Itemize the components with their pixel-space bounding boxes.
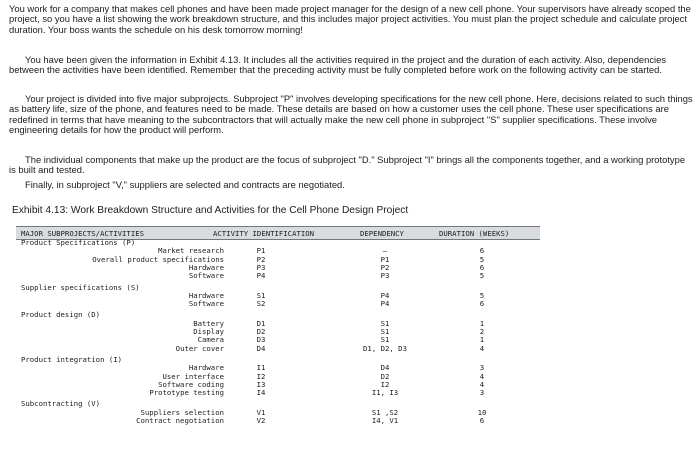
activity-dependency: I1, I3 — [371, 388, 399, 398]
activity-name: Software — [188, 271, 224, 281]
activity-dependency: — — [382, 246, 388, 256]
exhibit-title: Exhibit 4.13: Work Breakdown Structure and Activities for the Cell Phone Design Project — [12, 205, 409, 216]
activity-name: Prototype testing — [149, 388, 224, 398]
activity-dependency: P2 — [380, 262, 390, 272]
activity-id: S2 — [256, 299, 266, 309]
activity-dependency: P1 — [380, 254, 390, 264]
activity-duration: 6 — [479, 262, 485, 272]
activity-dependency: S1 ,S2 — [371, 407, 399, 417]
activity-duration: 6 — [479, 416, 485, 425]
activity-dependency: I4, V1 — [371, 416, 399, 425]
activity-name: Hardware — [188, 363, 224, 373]
header-activity-id: ACTIVITY IDENTIFICATION — [213, 229, 315, 238]
subproject-heading: Product Specifications (P) — [21, 238, 136, 247]
activity-id: I2 — [256, 371, 266, 381]
activity-name: Hardware — [188, 290, 224, 300]
activity-name: Camera — [197, 335, 224, 345]
subproject-heading: Product design (D) — [21, 310, 101, 320]
activity-duration: 1 — [479, 318, 485, 328]
activity-duration: 4 — [479, 379, 485, 389]
subproject-heading: Subcontracting (V) — [21, 399, 101, 409]
activity-id: P3 — [256, 262, 266, 272]
activity-duration: 5 — [479, 254, 485, 264]
activity-dependency: P3 — [380, 271, 390, 281]
activity-id: P4 — [256, 271, 266, 281]
activity-name: Battery — [193, 318, 224, 328]
activity-id: P2 — [256, 254, 266, 264]
activity-duration: 6 — [479, 299, 485, 309]
activity-id: I4 — [256, 388, 266, 398]
activity-id: D2 — [256, 327, 266, 336]
activity-duration: 3 — [479, 363, 485, 373]
activity-dependency: S1 — [380, 335, 390, 345]
activity-dependency: D2 — [380, 371, 390, 381]
intro-paragraph-4: The individual components that make up the product are the focus of subproject "D." Subproject "I" brings all the components together, and a working prototype is built and tested. — [9, 154, 686, 176]
intro-paragraph-1: You work for a company that makes cell phones and have been made project manager for the design of a new cell phone. Your supervisors have already scoped the project, so you have a list showing the work breakdown structure, and this includes major project activities. You must plan the project schedule and calculate project duration. Your boss wants the schedule on his desk tomorrow morning! — [9, 3, 691, 35]
activity-dependency: S1 — [380, 327, 390, 336]
activity-duration: 4 — [479, 371, 485, 381]
activity-id: I3 — [256, 379, 266, 389]
activity-id: D1 — [256, 318, 266, 328]
activity-id: D4 — [256, 343, 266, 353]
activity-dependency: D1, D2, D3 — [363, 343, 407, 353]
activity-duration: 6 — [479, 246, 485, 256]
activity-name: Software — [188, 299, 224, 309]
activity-duration: 3 — [479, 388, 485, 398]
activity-name: Software coding — [158, 379, 224, 389]
intro-paragraph-3: Your project is divided into five major subprojects. Subproject "P" involves developing specifications for the new cell phone. Here, decisions related to such things as battery life, size of the phone, and features need to be made. These details are based on how a customer uses the cell phone. These user specifications are redefined in terms that have meaning to the subcontractors that will actually make the new cell phone in subproject "S" supplier specifications. These involve engineering details for how the product will perform. — [9, 93, 693, 136]
activity-id: S1 — [256, 290, 266, 300]
activity-duration: 2 — [479, 327, 485, 336]
activity-dependency: I2 — [380, 379, 390, 389]
activity-dependency: D4 — [380, 363, 390, 373]
activity-id: D3 — [256, 335, 266, 345]
activity-duration: 5 — [479, 271, 485, 281]
header-dependency: DEPENDENCY — [360, 229, 404, 238]
activity-name: Suppliers selection — [140, 407, 224, 417]
header-activities: MAJOR SUBPROJECTS/ACTIVITIES — [21, 229, 145, 238]
activity-id: V1 — [256, 407, 266, 417]
activity-duration: 4 — [479, 343, 485, 353]
activity-name: Outer cover — [175, 343, 224, 353]
activity-name: User interface — [162, 371, 224, 381]
activity-duration: 10 — [477, 407, 487, 417]
intro-paragraph-5: Finally, in subproject "V," suppliers are selected and contracts are negotiated. — [25, 179, 345, 190]
subproject-heading: Supplier specifications (S) — [21, 282, 140, 292]
activity-id: I1 — [256, 363, 266, 373]
intro-paragraph-2: You have been given the information in Exhibit 4.13. It includes all the activities required in the project and the duration of each activity. Also, dependencies between the activities have been identified. Remember that the preceding activity must be fully completed before work on the following activity can be started. — [9, 54, 667, 76]
activity-duration: 1 — [479, 335, 485, 345]
activity-id: P1 — [256, 246, 266, 256]
activity-dependency: P4 — [380, 299, 390, 309]
activity-name: Contract negotiation — [136, 416, 224, 425]
activity-name: Display — [193, 327, 224, 336]
activity-id: V2 — [256, 416, 266, 425]
activity-duration: 5 — [479, 290, 485, 300]
header-duration: DURATION (WEEKS) — [439, 229, 510, 238]
activity-name: Market research — [158, 246, 224, 256]
subproject-heading: Product integration (I) — [21, 354, 123, 364]
activity-name: Overall product specifications — [92, 254, 224, 264]
activity-dependency: P4 — [380, 290, 390, 300]
wbs-table — [16, 226, 540, 466]
activity-dependency: S1 — [380, 318, 390, 328]
activity-name: Hardware — [188, 262, 224, 272]
